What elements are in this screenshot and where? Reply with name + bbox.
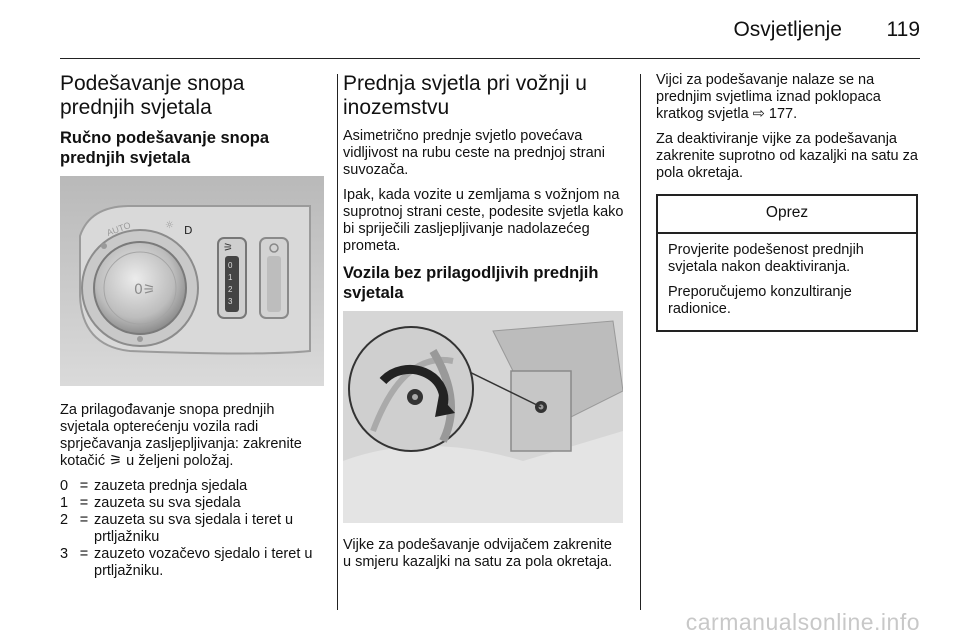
caution-text: Preporučujemo konzultiranje radionice. [668,284,852,317]
headlight-screw-illustration [343,311,623,523]
light-switch-photo [60,176,324,386]
auto-label: AUTO [105,219,133,238]
list-item: 2 = zauzeta su sva sjedala i teret u prtljažniku [60,512,294,545]
chapter-title: Osvjetljenje [733,18,842,41]
column-3 [656,72,920,332]
wheel-mark-0: 0 [228,261,233,270]
watermark: carmanualsonline.info [685,609,920,635]
paragraph: Za deaktiviranje vijke za podešavanja zakrenite suprotno od kazaljki na satu za pola okretaja. [656,131,918,181]
photo-caption: Vijke za podešavanje odvijačem zakrenite u smjeru kazaljki na satu za pola okretaja. [343,537,613,570]
leveling-icon: ⚞ [223,241,233,254]
caution-body [658,234,916,330]
list-item: 3 = zauzeto vozačevo sjedalo i teret u prtljažniku. [60,546,313,579]
page-header [0,0,960,56]
section-subheading: Ručno podešavanje snopa prednjih svjetala [60,129,270,167]
page-number: 119 [886,18,920,41]
paragraph: Ipak, kada vozite u zemljama s vožnjom na suprotnoj strani ceste, podesite svjetla kako bi spriječili zasljepljivanje nadolazećeg prometa. [343,187,624,254]
paragraph: Vijci za podešavanje nalaze se na prednjim svjetlima iznad poklopaca kratkog svjetla ⇨ 177. [656,72,881,122]
caution-title: Oprez [658,196,916,234]
column-divider-1 [337,74,338,610]
wheel-mark-1: 1 [228,273,233,282]
list-item: 1 = zauzeta su sva sjedala [60,495,241,511]
light-switch-illustration [60,176,324,386]
headlight-icon: D [184,224,193,237]
caution-text: Provjerite podešenost prednjih svjetala nakon deaktiviranja. [668,242,864,275]
headlight-adjustment-photo [343,311,623,523]
column-1 [60,72,324,580]
section-heading: Prednja svjetla pri vožnji u inozemstvu [343,72,587,119]
load-position-list [60,478,324,580]
list-item: 0 = zauzeta prednja sjedala [60,478,248,494]
section-subheading: Vozila bez prilagodljivih prednjih svjetala [343,264,599,302]
leveling-instruction: Za prilagođavanje snopa prednjih svjetala opterećenju vozila radi sprječavanja zasljepljivanja: zakrenite kotačić ⚞ u željeni položaj. [60,402,302,469]
parking-light-icon: ☼ [165,220,174,231]
wheel-mark-2: 2 [228,285,233,294]
caution-box [656,194,918,332]
column-2 [343,72,624,579]
section-heading: Podešavanje snopa prednjih svjetala [60,72,245,119]
paragraph: Asimetrično prednje svjetlo povećava vidljivost na rubu ceste na prednjoj strani suvozača. [343,128,605,178]
svg-text:0⚞: 0⚞ [134,282,156,298]
header-divider [60,58,920,59]
column-divider-2 [640,74,641,610]
wheel-mark-3: 3 [228,297,233,306]
